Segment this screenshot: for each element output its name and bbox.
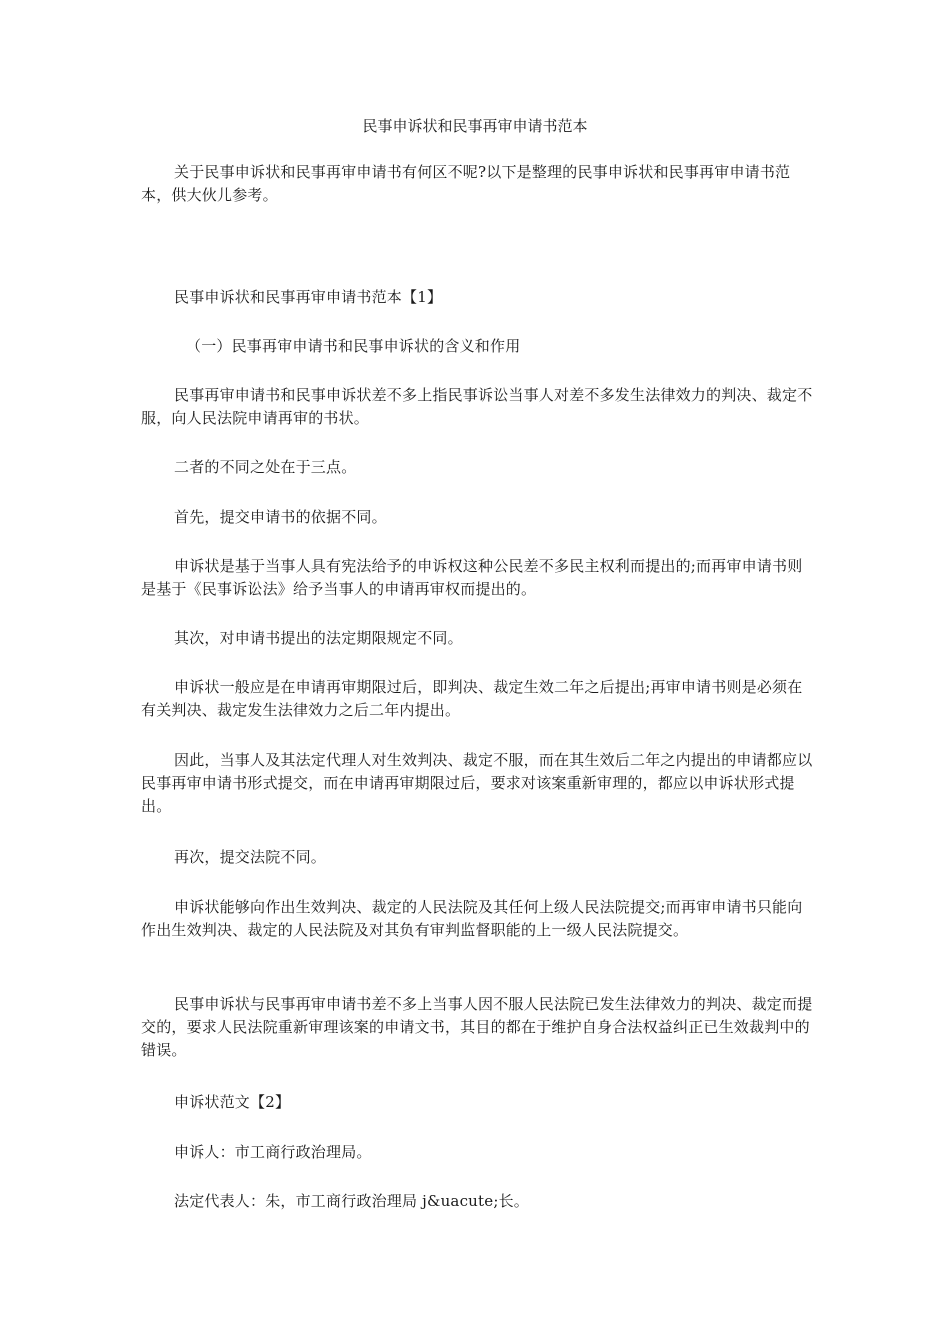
paragraph-first-point: 首先，提交申请书的依据不同。 [174,508,387,526]
section-heading-1: 民事申诉状和民事再审申请书范本【1】 [174,288,443,306]
intro-paragraph: 关于民事申诉状和民事再审申请书有何区不呢?以下是整理的民事申诉状和民事再审申请书范本，供大伙儿参考。 [141,163,791,204]
paragraph-purpose: 民事申诉状与民事再审申请书差不多上当事人因不服人民法院已发生法律效力的判决、裁定而提交的，要求人民法院重新审理该案的申请文书，其目的都在于维护自身合法权益纠正已生效裁判中的错误。 [141,995,813,1059]
paragraph-basis: 申诉状是基于当事人具有宪法给予的申诉权这种公民差不多民主权利而提出的;而再审申请书则是基于《民事诉讼法》给予当事人的申请再审权而提出的。 [141,557,803,598]
paragraph-definition: 民事再审申请书和民事申诉状差不多上指民事诉讼当事人对差不多发生法律效力的判决、裁定不服，向人民法院申请再审的书状。 [141,386,813,427]
paragraph-second-point: 其次，对申请书提出的法定期限规定不同。 [174,629,463,647]
paragraph-therefore: 因此，当事人及其法定代理人对生效判决、裁定不服，而在其生效后二年之内提出的申请都应以民事再审申请书形式提交，而在申请再审期限过后，要求对该案重新审理的，都应以申诉状形式提出。 [141,751,813,815]
subsection-heading: （一）民事再审申请书和民事申诉状的含义和作用 [186,337,521,355]
paragraph-appellant: 申诉人：市工商行政治理局。 [174,1143,372,1161]
paragraph-third-point: 再次，提交法院不同。 [174,848,327,866]
section-heading-2: 申诉状范文【2】 [174,1093,291,1111]
paragraph-court: 申诉状能够向作出生效判决、裁定的人民法院及其任何上级人民法院提交;而再审申请书只能向作出生效判决、裁定的人民法院及对其负有审判监督职能的上一级人民法院提交。 [141,898,803,939]
paragraph-deadline: 申诉状一般应是在申请再审期限过后，即判决、裁定生效二年之后提出;再审申请书则是必须在有关判决、裁定发生法律效力之后二年内提出。 [141,678,803,719]
document-title: 民事申诉状和民事再审申请书范本 [362,117,588,135]
paragraph-representative: 法定代表人：朱，市工商行政治理局 j&uacute;长。 [174,1192,529,1210]
paragraph-differences: 二者的不同之处在于三点。 [174,458,357,476]
